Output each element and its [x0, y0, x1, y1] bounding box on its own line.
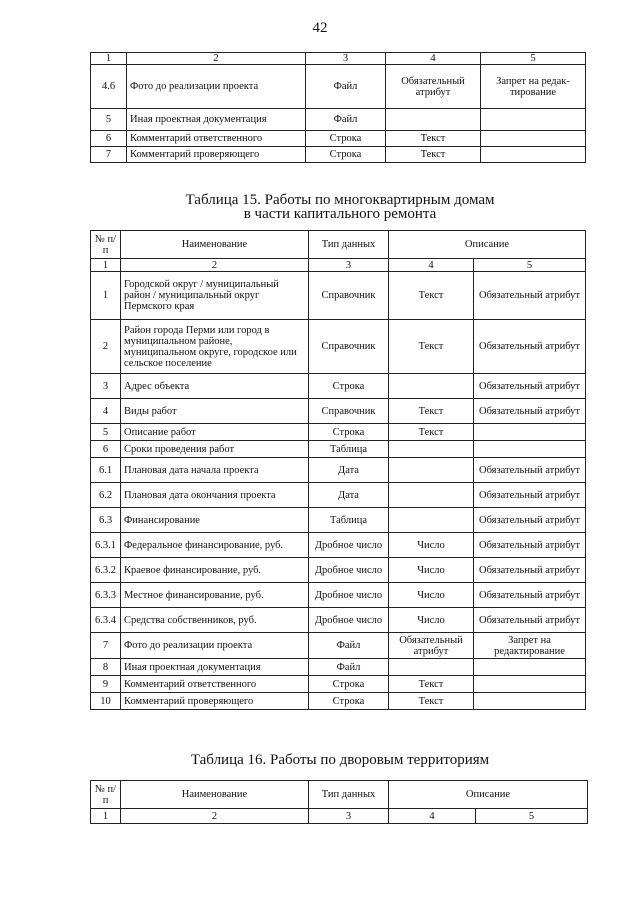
cell-desc-4: Число	[389, 608, 474, 633]
cell-desc-5: Обязательный атрибут	[474, 399, 586, 424]
cell-type: Строка	[309, 374, 389, 399]
header-description: Описание	[389, 781, 588, 809]
cell-type: Справочник	[309, 320, 389, 374]
table-row	[91, 65, 586, 109]
cell-type: Справочник	[309, 272, 389, 320]
cell-desc-4: Число	[389, 558, 474, 583]
cell-desc-4: Текст	[386, 147, 481, 163]
cell-desc-4: Текст	[389, 424, 474, 441]
cell-number: 9	[91, 676, 121, 693]
col-number: 4	[389, 809, 476, 824]
table-row	[91, 676, 586, 693]
cell-desc-4	[389, 374, 474, 399]
cell-desc-5: Запрет на редак-тирование	[481, 65, 586, 109]
table-row	[91, 458, 586, 483]
cell-number: 6	[91, 441, 121, 458]
table-row	[91, 131, 586, 147]
cell-type: Дробное число	[309, 608, 389, 633]
cell-name: Описание работ	[121, 424, 309, 441]
cell-desc-5: Обязательный атрибут	[474, 458, 586, 483]
cell-name: Район города Перми или город в муниципальном районе, муниципальном округе, городское или сельское поселение	[121, 320, 309, 374]
cell-desc-4	[389, 483, 474, 508]
cell-desc-4: Обязательный атрибут	[389, 633, 474, 659]
table-header-row	[91, 231, 586, 259]
cell-type: Дата	[309, 458, 389, 483]
cell-desc-4	[389, 441, 474, 458]
cell-desc-4: Текст	[389, 272, 474, 320]
cell-name: Плановая дата начала проекта	[121, 458, 309, 483]
column-numbers-row	[91, 259, 586, 272]
col-number: 4	[386, 53, 481, 65]
col-number: 3	[309, 259, 389, 272]
cell-number: 6.1	[91, 458, 121, 483]
cell-number: 6.3	[91, 508, 121, 533]
table-header-row	[91, 53, 586, 65]
header-number: № п/п	[91, 231, 121, 259]
cell-name: Иная проектная документация	[127, 109, 306, 131]
cell-name: Комментарий проверяющего	[127, 147, 306, 163]
col-number: 4	[389, 259, 474, 272]
cell-name: Комментарий ответственного	[127, 131, 306, 147]
cell-desc-5	[474, 659, 586, 676]
cell-desc-5	[481, 131, 586, 147]
col-number: 1	[91, 53, 127, 65]
table-15-body	[91, 272, 586, 710]
table-row	[91, 693, 586, 710]
cell-number: 2	[91, 320, 121, 374]
cell-number: 4.6	[91, 65, 127, 109]
page-number: 42	[312, 20, 328, 36]
table-15	[90, 230, 586, 710]
header-type: Тип данных	[309, 231, 389, 259]
cell-type: Строка	[309, 693, 389, 710]
cell-desc-4: Текст	[386, 131, 481, 147]
cell-desc-5	[481, 109, 586, 131]
cell-name: Средства собственников, руб.	[121, 608, 309, 633]
cell-name: Городской округ / муниципальный район / муниципальный округ Пермского края	[121, 272, 309, 320]
header-description: Описание	[389, 231, 586, 259]
cell-type: Строка	[306, 147, 386, 163]
cell-type: Дробное число	[309, 583, 389, 608]
cell-number: 5	[91, 424, 121, 441]
cell-desc-4	[389, 508, 474, 533]
table-row	[91, 608, 586, 633]
col-number: 1	[91, 259, 121, 272]
table-row	[91, 272, 586, 320]
table-row	[91, 483, 586, 508]
cell-desc-4: Текст	[389, 693, 474, 710]
cell-number: 7	[91, 147, 127, 163]
cell-desc-4: Текст	[389, 399, 474, 424]
cell-desc-4	[389, 458, 474, 483]
cell-type: Файл	[306, 65, 386, 109]
cell-type: Справочник	[309, 399, 389, 424]
cell-name: Финансирование	[121, 508, 309, 533]
cell-type: Строка	[309, 676, 389, 693]
cell-type: Файл	[309, 633, 389, 659]
cell-desc-4: Число	[389, 533, 474, 558]
table-row	[91, 441, 586, 458]
table-row	[91, 399, 586, 424]
cell-desc-4: Обязательный атрибут	[386, 65, 481, 109]
table-16-caption: Таблица 16. Работы по дворовым территориям	[190, 752, 490, 768]
cell-desc-5: Обязательный атрибут	[474, 374, 586, 399]
cell-number: 3	[91, 374, 121, 399]
table-row	[91, 533, 586, 558]
header-type: Тип данных	[309, 781, 389, 809]
cell-number: 8	[91, 659, 121, 676]
cell-desc-5	[474, 693, 586, 710]
col-number: 2	[121, 809, 309, 824]
cell-type: Таблица	[309, 441, 389, 458]
cell-desc-5: Запрет на редактирование	[474, 633, 586, 659]
cell-number: 7	[91, 633, 121, 659]
table-row	[91, 424, 586, 441]
cell-name: Комментарий ответственного	[121, 676, 309, 693]
cell-name: Плановая дата окончания проекта	[121, 483, 309, 508]
col-number: 2	[121, 259, 309, 272]
cell-desc-5: Обязательный атрибут	[474, 483, 586, 508]
cell-desc-5: Обязательный атрибут	[474, 320, 586, 374]
cell-desc-5	[474, 676, 586, 693]
col-number: 5	[474, 259, 586, 272]
table-row	[91, 558, 586, 583]
cell-name: Иная проектная документация	[121, 659, 309, 676]
cell-desc-4: Число	[389, 583, 474, 608]
col-number: 1	[91, 809, 121, 824]
cell-desc-5	[481, 147, 586, 163]
header-name: Наименование	[121, 781, 309, 809]
cell-type: Файл	[309, 659, 389, 676]
table-row	[91, 147, 586, 163]
cell-number: 6.2	[91, 483, 121, 508]
table-15-caption-line-1: Таблица 15. Работы по многоквартирным домам	[185, 192, 495, 208]
cell-type: Строка	[309, 424, 389, 441]
cell-desc-5: Обязательный атрибут	[474, 583, 586, 608]
cell-name: Фото до реализации проекта	[127, 65, 306, 109]
table-row	[91, 320, 586, 374]
cell-desc-4: Текст	[389, 320, 474, 374]
table-15-caption-line-2: в части капитального ремонта	[243, 206, 437, 222]
table-row	[91, 633, 586, 659]
cell-number: 6.3.4	[91, 608, 121, 633]
cell-number: 1	[91, 272, 121, 320]
cell-name: Местное финансирование, руб.	[121, 583, 309, 608]
col-number: 3	[309, 809, 389, 824]
cell-desc-5: Обязательный атрибут	[474, 533, 586, 558]
header-name: Наименование	[121, 231, 309, 259]
cell-type: Строка	[306, 131, 386, 147]
cell-desc-4: Текст	[389, 676, 474, 693]
cell-desc-5: Обязательный атрибут	[474, 272, 586, 320]
column-numbers-row	[91, 809, 588, 824]
table-row	[91, 659, 586, 676]
cell-type: Дата	[309, 483, 389, 508]
cell-desc-5	[474, 424, 586, 441]
table-16	[90, 780, 588, 824]
table-row	[91, 583, 586, 608]
cell-desc-4	[386, 109, 481, 131]
cell-number: 6.3.1	[91, 533, 121, 558]
cell-name: Фото до реализации проекта	[121, 633, 309, 659]
col-number: 2	[127, 53, 306, 65]
cell-type: Дробное число	[309, 533, 389, 558]
col-number: 5	[481, 53, 586, 65]
cell-number: 10	[91, 693, 121, 710]
table-row	[91, 374, 586, 399]
cell-name: Сроки проведения работ	[121, 441, 309, 458]
table-row	[91, 508, 586, 533]
cell-name: Краевое финансирование, руб.	[121, 558, 309, 583]
cell-type: Файл	[306, 109, 386, 131]
table-header-row	[91, 781, 588, 809]
cell-desc-5: Обязательный атрибут	[474, 508, 586, 533]
cell-number: 5	[91, 109, 127, 131]
cell-number: 6	[91, 131, 127, 147]
table-row	[91, 109, 586, 131]
col-number: 5	[476, 809, 588, 824]
cell-type: Таблица	[309, 508, 389, 533]
cell-desc-5	[474, 441, 586, 458]
table-14-continuation	[90, 52, 586, 163]
cell-desc-5: Обязательный атрибут	[474, 558, 586, 583]
cell-number: 4	[91, 399, 121, 424]
cell-desc-5: Обязательный атрибут	[474, 608, 586, 633]
cell-number: 6.3.3	[91, 583, 121, 608]
cell-name: Виды работ	[121, 399, 309, 424]
cell-name: Федеральное финансирование, руб.	[121, 533, 309, 558]
cell-name: Адрес объекта	[121, 374, 309, 399]
cell-name: Комментарий проверяющего	[121, 693, 309, 710]
header-number: № п/п	[91, 781, 121, 809]
cell-number: 6.3.2	[91, 558, 121, 583]
cell-type: Дробное число	[309, 558, 389, 583]
col-number: 3	[306, 53, 386, 65]
cell-desc-4	[389, 659, 474, 676]
